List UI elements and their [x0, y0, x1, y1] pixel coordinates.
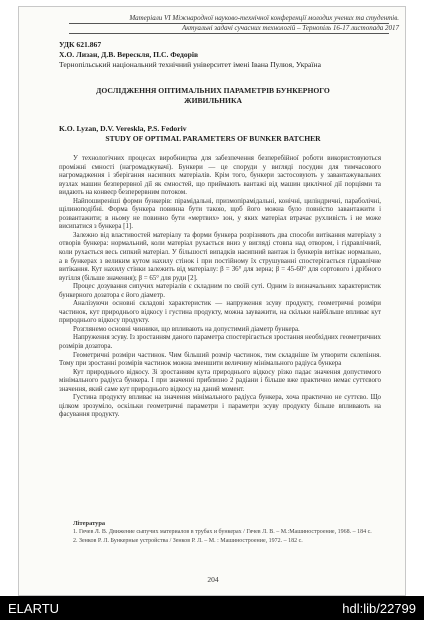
paragraph: Аналізуючи основні складові характеристик — напруження зсуву продукту, геометричні розміри частинок, кут природнього відкосу і густина продукту, можна зауважити, на скільки найбільше впливає кут природнього відкосу продукту.: [59, 300, 381, 325]
reference-item: 1. Гячев Л. В. Движение сыпучих материалов в трубах и бункерах / Гячев Л. В. – М.:Машиностроение, 1968. – 184 с.: [73, 529, 372, 535]
paragraph: У технологічних процесах виробництва для забезпечення безперебійної роботи використовуються проміжні ємності (нагромаджувачі). Бункери — це споруди у вигляді посудин для тимчасового нагромадження і зберігання насипних матеріалів. Крім того, бункери застосовують у завантажувальних вузлах машин безперервної дії як ємностей, що приймають вантажі від машин циклічної дії порціями та видають на конвеєр безперервним потоком.: [59, 155, 381, 197]
paragraph: Найпоширеніші форми бункерів: пірамідальні, призмопірамідальні, конічні, циліндричні, параболічні, щілиноподібні. Форма бункера повинна бути такою, щоб його можна було повністю завантажити і розвантажити; в ньому не повинно бути «мертвих» зон, у яких матеріал втрачає рухливість і не може висипатися з бункера [1].: [59, 197, 381, 231]
authors-ukrainian: Х.О. Лизан, Д.В. Верескля, П.С. Федорів: [59, 50, 199, 59]
paragraph: Залежно від властивостей матеріалу та форми бункера розрізняють два способи витікання матеріалу з отворів бункера: нормальний, коли матеріал рухається вниз у вигляді стовпа над отвором, і гідравлічний, коли рухається весь сипкий матеріал. У більшості випадків насипний вантаж із бункерів витікає нормально, а в бункерах з великим кутом нахилу стінок і при постійному їх струшуванні спостерігається гідравлічне витікання. Кут нахилу стінки залежить від матеріалу: β = 36° для зерна; β = 45-60° для сортового і дрібного вугілля (більше значення); β = 65° для руди [2].: [59, 231, 381, 282]
document-page: [18, 6, 406, 596]
page-number: 204: [207, 575, 219, 584]
handle-identifier[interactable]: hdl:lib/22799: [342, 601, 416, 616]
title-ukrainian-line-1: ДОСЛІДЖЕННЯ ОПТИМАЛЬНИХ ПАРАМЕТРІВ БУНКЕРНОГО: [96, 86, 330, 95]
repository-name: ELARTU: [8, 601, 60, 616]
paragraph: Розглянемо основні чинники, що впливають на допустимий діаметр бункера.: [73, 325, 300, 333]
paragraph: Кут природнього відкосу. Зі зростанням кута природнього відкосу різко падає значення допустимого мінімального радіуса бункера. І при значенні приблизно 2 радіани і більше вже практично немає суттєвого значення, який саме кут природнього відкосу на даний момент.: [59, 368, 381, 393]
udc-code: УДК 621.867: [59, 40, 102, 49]
article-body: [59, 155, 381, 420]
affiliation: Тернопільський національний технічний університет імені Івана Пулюя, Україна: [59, 60, 321, 69]
references-section: [59, 520, 381, 546]
conference-header-line-2: Актуальні задачі сучасних технологій – Тернопіль 16-17 листопада 2017: [181, 24, 399, 32]
header-rule-bottom: [69, 33, 389, 34]
paragraph: Напруження зсуву. Із зростанням даного параметра спостерігається зростання необхідних геометричних розмірів дозатора.: [59, 334, 381, 351]
paragraph: Геометричні розміри частинок. Чим більший розмір частинок, тим складніше їм утворити склепіння. Тому при зростанні розмірів частинок можна зменшити величину мінімального радіуса бункера: [59, 351, 381, 368]
paragraph: Густина продукту впливає на значення мінімального радіуса бункера, хоча практично не суттєво. Що цілком зрозуміло, оскільки геометричні параметри і параметри зсуву продукту більше впливають на фасування продукту.: [59, 394, 381, 419]
paragraph: Процес дозування сипучих матеріалів є складним по своїй суті. Одним із визначальних характеристик бункерного дозатора є його діаметр.: [59, 283, 381, 299]
conference-header-line-1: Матеріали VI Міжнародної науково-технічної конференції молодих учених та студентів.: [129, 14, 399, 22]
references-title: Література: [73, 520, 106, 527]
title-ukrainian-line-2: ЖИВИЛЬНИКА: [184, 96, 242, 105]
title-english: STUDY OF OPTIMAL PARAMETERS OF BUNKER BATCHER: [105, 134, 321, 143]
authors-english: K.O. Lyzan, D.V. Vereskla, P.S. Fedoriv: [59, 124, 187, 133]
reference-item: 2. Зенков Р. Л. Бункерные устройства / Зенков Р. Л. – М. : Машиностроение, 1972. – 182 с.: [73, 538, 303, 544]
repository-footer-bar: [0, 596, 424, 620]
